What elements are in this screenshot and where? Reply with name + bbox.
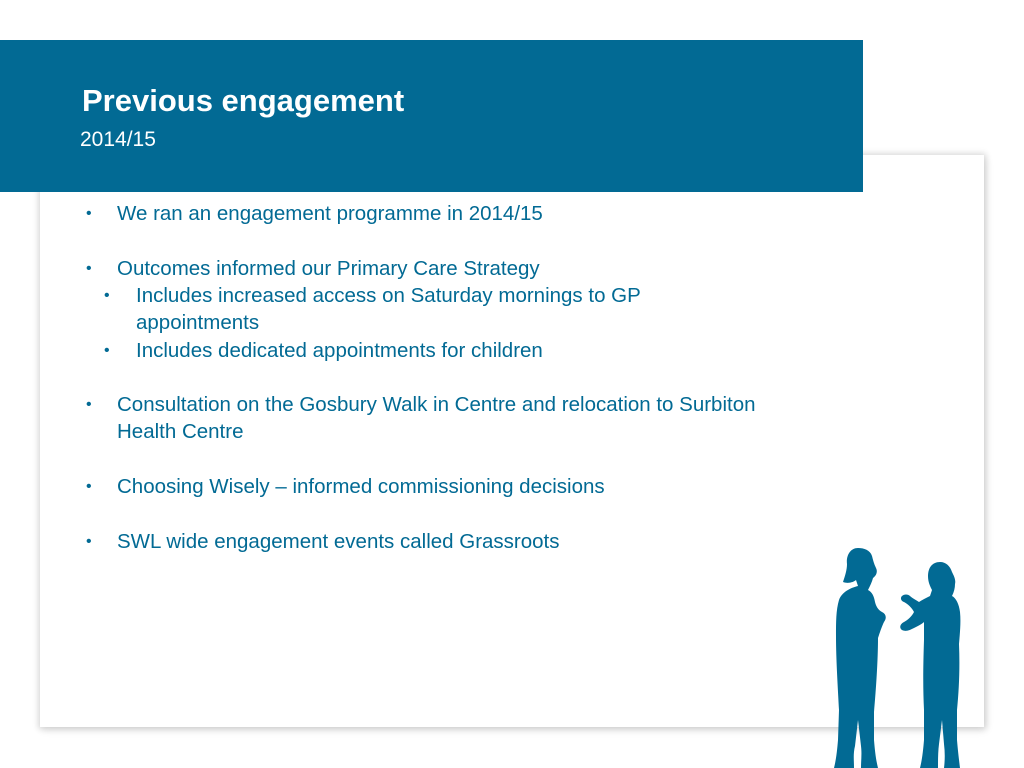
- page-subtitle: 2014/15: [80, 128, 156, 151]
- bullet-dot: •: [86, 396, 92, 413]
- sub-bullet-dot: •: [104, 342, 110, 359]
- two-people-talking-silhouette-icon: [828, 540, 968, 768]
- bullet-dot: •: [86, 260, 92, 277]
- bullet-dot: •: [86, 205, 92, 222]
- sub-bullet-text: Includes increased access on Saturday mornings to GP: [136, 284, 641, 307]
- bullet-text: Consultation on the Gosbury Walk in Centre and relocation to Surbiton: [117, 393, 756, 416]
- bullet-dot: •: [86, 533, 92, 550]
- bullet-text: We ran an engagement programme in 2014/15: [117, 202, 543, 225]
- bullet-text-continued: Health Centre: [117, 420, 244, 443]
- bullet-dot: •: [86, 478, 92, 495]
- bullet-text: Choosing Wisely – informed commissioning decisions: [117, 475, 605, 498]
- sub-bullet-text: Includes dedicated appointments for children: [136, 339, 543, 362]
- bullet-text: SWL wide engagement events called Grassroots: [117, 530, 560, 553]
- bullet-text: Outcomes informed our Primary Care Strategy: [117, 257, 540, 280]
- page-title: Previous engagement: [82, 83, 405, 118]
- sub-bullet-dot: •: [104, 287, 110, 304]
- sub-bullet-text-continued: appointments: [136, 311, 260, 334]
